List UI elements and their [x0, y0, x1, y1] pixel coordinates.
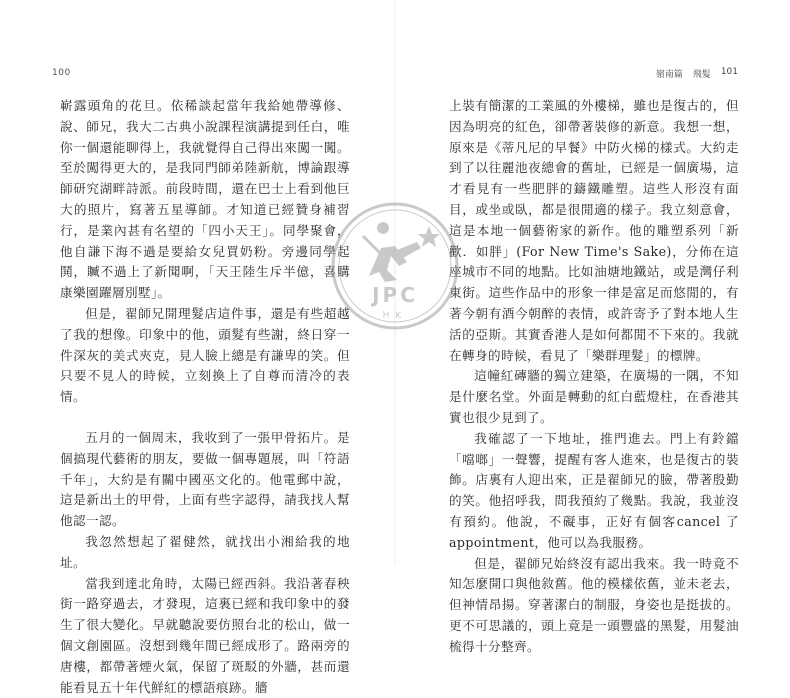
paragraph: 我確認了一下地址，推門進去。門上有鈴鐺「噹啷」一聲響，提醒有客人進來，也是復古的裝飾。店裏有人迎出來，正是翟師兄的臉，帶著殷勤的笑。他招呼我，問我預約了幾點。我說，我並沒有預約。他說，不礙事，正好有個客cancel 了 appointment，他可以為我服務。 [449, 430, 739, 550]
paragraph: 上裝有簡潔的工業風的外樓梯，雖也是復古的，但因為明亮的紅色，卻帶著裝修的新意。我想一想，原來是《蒂凡尼的早餐》中防火梯的樣式。大約走到了以往麗池夜總會的舊址，已經是一個廣場，這才看見有一些肥胖的鑄鐵雕塑。這些人形沒有面目，或坐或臥，都是很閒適的樣子。我立刻意會，這是本地一個藝術家的新作。他的雕塑系列「新歡．如胖」(For New Time's Sake)，分佈在這座城市不同的地點。比如油塘地鐵站，或是灣仔利東街。這些作品中的形象一律是富足而悠閒的，有著今朝有酒今朝醉的表情，或許寄予了對本地人生活的亞斯。其實香港人是如何都閒不下來的。我就在轉身的時候，看見了「樂群理髮」的標牌。 [449, 98, 739, 363]
right-page-number: 101 [720, 67, 738, 77]
watermark-text: JPC [372, 283, 418, 307]
watermark-subtext: HK [382, 311, 408, 321]
left-page-number: 100 [52, 68, 71, 78]
paragraph: 但是，翟師兄開理髮店這件事，還是有些超越了我的想像。印象中的他，頭髮有些謝，終日穿一件深灰的美式夾克，見人臉上總是有謙卑的笑。但只要不見人的時候，立刻換上了自尊而清冷的表情。 [60, 305, 350, 405]
paragraph: 但是，翟師兄始終沒有認出我來。我一時竟不知怎麼開口與他敘舊。他的模樣依舊，並未老去，但神情昂揚。穿著潔白的制服，身姿也是挺拔的。更不可思議的，頭上竟是一頭豐盛的黑髮，用髮油梳得十分整齊。 [449, 555, 739, 654]
paragraph: 嶄露頭角的花旦。依稀談起當年我給她帶導修、說、師兄，我大二古典小說課程演講提到任白，唯你一個還能聊得上，我就覺得自己得出來闖一闖。至於闖得更大的，是我同門師弟陸新航，博論跟導師研究湖畔詩派。前段時間，還在巴士上看到他巨大的照片，寫著五星導師。才知道已經贊身補習行，是業內甚有名望的「四小天王」。同學聚會，他自謙下海不過是要給女兒買奶粉。旁邊同學起鬨，贓不過上了新聞啊，「天王陸生斥半億，喜購康樂園躍層別墅」。 [60, 98, 350, 301]
running-head [656, 67, 738, 80]
paragraph: 我忽然想起了翟健然，就找出小湘給我的地址。 [60, 533, 350, 570]
running-head-chapter: 飛髮 [692, 70, 711, 80]
left-body-text [60, 96, 350, 698]
right-body-text [449, 96, 739, 658]
jpc-watermark-logo [325, 196, 465, 336]
paragraph: 五月的一個周末，我收到了一張甲骨拓片。是個搞現代藝術的朋友，要做一個專題展，叫「符語千年」，大約是有關中國巫文化的。他電郵中說，這是新出土的甲骨，上面有些字認得，請我找人幫他認一認。 [60, 429, 350, 529]
running-head-title: 嶺南篇 [655, 70, 683, 80]
watermark-emblem-icon [325, 196, 465, 336]
paragraph: 這幢紅磚牆的獨立建築，在廣場的一隅，不知是什麼名堂。外面是轉動的紅白藍燈柱，在香港其實也很少見到了。 [449, 368, 739, 425]
paragraph: 當我到達北角時，太陽已經西斜。我沿著春秧街一路穿過去，才發現，這裏已經和我印象中的發生了很大變化。早就聽說要仿照台北的松山，做一個文創園區。沒想到幾年間已經成形了。路兩旁的唐樓，都帶著煙火氣，保留了斑駁的外牆，甚而還能看見五十年代鮮紅的標語痕跡。牆 [60, 575, 350, 695]
